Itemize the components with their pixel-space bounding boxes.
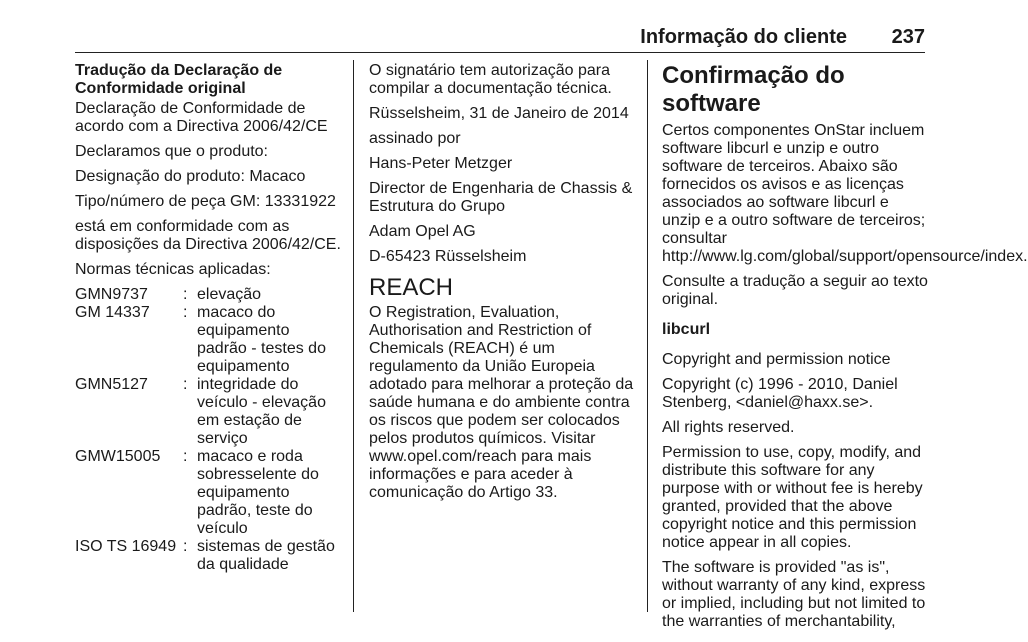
norm-description: integridade do veículo - elevação em estação de serviço [197,376,326,447]
signature-paragraph: Hans-Peter Metzger [369,155,513,172]
norms-row [75,376,343,448]
norm-separator: : [183,448,188,465]
declaration-paragraph: Declaramos que o produto: [75,143,268,160]
declaration-paragraph: Declaração de Conformidade de acordo com a Directiva 2006/42/CE [75,100,328,135]
norm-description: elevação [197,286,262,303]
signature-paragraph: Adam Opel AG [369,223,476,240]
norm-description: macaco e roda sobresselente do equipamento padrão, teste do veículo [197,448,319,537]
norm-code: GMN9737 [75,286,148,303]
declaration-paragraph: Designação do produto: Macaco [75,168,306,185]
license-paragraph: Copyright (c) 1996 - 2010, Daniel Stenberg, <daniel@haxx.se>. [662,376,898,411]
signature-paragraph: O signatário tem autorização para compilar a documentação técnica. [369,62,612,97]
software-paragraph: Certos componentes OnStar incluem software libcurl e unzip e outro software de terceiros. Abaixo são fornecidos os avisos e as licenças associados ao software libcurl e unzip e a outro software de terceiros; consultar http://www.lg.com/global/support/opensource/index. [662,122,1028,265]
page-title: Informação do cliente [640,26,847,48]
signature-paragraph: Director de Engenharia de Chassis & Estrutura do Grupo [369,180,633,215]
libcurl-heading: libcurl [662,321,711,338]
column-divider-left [353,60,354,612]
norm-code: ISO TS 16949 [75,538,177,555]
norm-code: GMW15005 [75,448,161,465]
signature-paragraph: D-65423 Rüsselsheim [369,248,527,265]
column-middle [369,62,637,509]
declaration-paragraph: Normas técnicas aplicadas: [75,261,271,278]
software-paragraph: Consulte a tradução a seguir ao texto original. [662,273,928,308]
reach-heading: REACH [369,274,454,301]
norm-code: GM 14337 [75,304,150,321]
page-number: 237 [891,26,925,48]
norms-row [75,286,343,304]
signature-paragraph: Rüsselsheim, 31 de Janeiro de 2014 [369,105,629,122]
signature-paragraph: assinado por [369,130,461,147]
norm-separator: : [183,376,188,393]
column-right [662,62,1028,631]
norm-separator: : [183,538,188,555]
column-divider-right [647,60,648,612]
norm-code: GMN5127 [75,376,148,393]
license-paragraph: Permission to use, copy, modify, and distribute this software for any purpose with or without fee is hereby granted, provided that the above copyright notice and this permission notice appear in all copies. [662,444,923,551]
norm-separator: : [183,286,188,303]
norm-description: sistemas de gestão da qualidade [197,538,335,573]
norms-table [75,286,343,574]
license-paragraph: Copyright and permission notice [662,351,891,368]
page-header [75,22,925,53]
declaration-paragraph: Tipo/número de peça GM: 13331922 [75,193,336,210]
norms-row [75,448,343,538]
column-left [75,62,343,574]
reach-paragraph: O Registration, Evaluation, Authorisation and Restriction of Chemicals (REACH) é um regulamento da União Europeia adotado para melhorar a proteção da saúde humana e do ambiente contra os riscos que podem ser colocados pelos produtos químicos. Visitar www.opel.com/reach para mais informações e para aceder à comunicação do Artigo 33. [369,304,634,501]
norm-description: macaco do equipamento padrão - testes do equipamento [197,304,326,375]
norms-row [75,304,343,376]
license-paragraph: The software is provided "as is", without warranty of any kind, express or implied, including but not limited to the warranties of merchantability, [662,559,926,630]
norm-separator: : [183,304,188,321]
declaration-paragraph: está em conformidade com as disposições da Directiva 2006/42/CE. [75,218,341,253]
license-paragraph: All rights reserved. [662,419,795,436]
software-heading: Confirmação do software [662,62,845,117]
declaration-heading: Tradução da Declaração de Conformidade original [75,62,283,97]
norms-row [75,538,343,574]
